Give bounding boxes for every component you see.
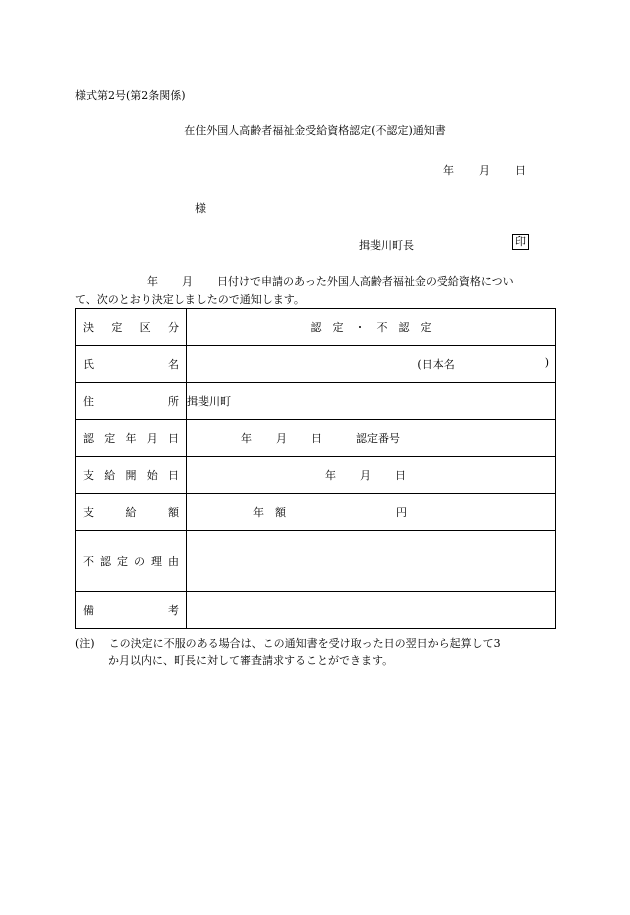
start-year: 年 xyxy=(325,469,336,482)
label-char: 給 xyxy=(125,506,137,519)
row-cert-date xyxy=(76,420,556,457)
label-text-remarks xyxy=(76,602,186,618)
row-amount xyxy=(76,494,556,531)
cert-number-label: 認定番号 xyxy=(356,432,400,445)
label-text-cert-date xyxy=(76,430,186,446)
label-char: 定 xyxy=(111,321,123,334)
label-char: 給 xyxy=(104,469,116,482)
value-cert-date xyxy=(187,420,556,457)
label-cert-date xyxy=(76,420,187,457)
notes-line2: か月以内に、町長に対して審査請求することができます。 xyxy=(108,654,394,667)
label-char: 額 xyxy=(168,506,179,519)
label-char: 名 xyxy=(168,358,179,371)
intro-line1 xyxy=(75,273,555,291)
label-char: 支 xyxy=(83,469,94,482)
issue-date xyxy=(443,162,526,178)
label-start-date xyxy=(76,457,187,494)
label-char: 理 xyxy=(151,555,162,568)
annual-label: 年 額 xyxy=(253,506,286,519)
label-reason xyxy=(76,531,187,592)
label-text-name xyxy=(76,356,186,372)
issue-date-year: 年 xyxy=(443,164,454,177)
japanese-name-close: ) xyxy=(544,356,549,369)
label-char: 認 xyxy=(100,555,111,568)
notes xyxy=(75,635,560,669)
cert-month: 月 xyxy=(276,432,287,445)
value-decision: 認 定 ・ 不 認 定 xyxy=(187,309,556,346)
label-text-amount xyxy=(76,504,186,520)
issuer-name: 揖斐川町長 xyxy=(359,239,414,252)
label-char: 始 xyxy=(146,469,158,482)
row-reason xyxy=(76,531,556,592)
value-name xyxy=(187,346,556,383)
label-char: の xyxy=(134,555,145,568)
label-text-reason xyxy=(76,553,186,569)
label-remarks xyxy=(76,592,187,629)
cert-year: 年 xyxy=(241,432,252,445)
start-month: 月 xyxy=(360,469,371,482)
label-char: 氏 xyxy=(83,358,94,371)
issue-date-month: 月 xyxy=(479,164,490,177)
label-char: 所 xyxy=(168,395,179,408)
row-name xyxy=(76,346,556,383)
intro-line2: て、次のとおり決定しましたので通知します。 xyxy=(75,293,305,306)
value-start-date xyxy=(187,457,556,494)
label-text-decision xyxy=(76,319,186,335)
label-name xyxy=(76,346,187,383)
label-char: 月 xyxy=(146,432,158,445)
intro-month: 月 xyxy=(182,275,193,288)
cert-day: 日 xyxy=(311,432,322,445)
label-text-start-date xyxy=(76,467,186,483)
yen-unit: 円 xyxy=(396,506,407,519)
label-char: 認 xyxy=(83,432,94,445)
value-remarks xyxy=(187,592,556,629)
row-remarks xyxy=(76,592,556,629)
label-address xyxy=(76,383,187,420)
seal-mark: 印 xyxy=(512,234,529,250)
form-number: 様式第2号(第2条関係) xyxy=(75,89,186,102)
value-reason xyxy=(187,531,556,592)
japanese-name-open: (日本名 xyxy=(417,358,455,371)
notice-table xyxy=(75,308,556,629)
issue-date-day: 日 xyxy=(515,164,526,177)
label-char: 考 xyxy=(168,604,179,617)
row-address xyxy=(76,383,556,420)
label-char: 分 xyxy=(167,321,179,334)
label-char: 日 xyxy=(168,469,179,482)
row-decision xyxy=(76,309,556,346)
start-day: 日 xyxy=(395,469,406,482)
label-char: 不 xyxy=(83,555,94,568)
intro-line1-rest: 日付けで申請のあった外国人高齢者福祉金の受給資格につい xyxy=(217,275,514,288)
label-char: 由 xyxy=(168,555,179,568)
intro-text xyxy=(75,273,555,309)
addressee-suffix: 様 xyxy=(195,202,206,215)
label-char: 住 xyxy=(83,395,94,408)
label-amount xyxy=(76,494,187,531)
value-address: 揖斐川町 xyxy=(187,383,556,420)
label-char: 日 xyxy=(168,432,179,445)
notes-line1: この決定に不服のある場合は、この通知書を受け取った日の翌日から起算して3 xyxy=(108,637,501,650)
label-text-address xyxy=(76,393,186,409)
label-char: 年 xyxy=(125,432,137,445)
value-amount xyxy=(187,494,556,531)
label-char: 定 xyxy=(117,555,128,568)
document-title: 在住外国人高齢者福祉金受給資格認定(不認定)通知書 xyxy=(184,124,446,137)
label-char: 区 xyxy=(139,321,151,334)
notes-mark: (注) xyxy=(75,637,95,650)
label-char: 決 xyxy=(83,321,94,334)
row-start-date xyxy=(76,457,556,494)
intro-year: 年 xyxy=(147,275,158,288)
label-char: 備 xyxy=(83,604,94,617)
label-char: 開 xyxy=(125,469,137,482)
label-decision xyxy=(76,309,187,346)
label-char: 支 xyxy=(83,506,94,519)
label-char: 定 xyxy=(104,432,116,445)
